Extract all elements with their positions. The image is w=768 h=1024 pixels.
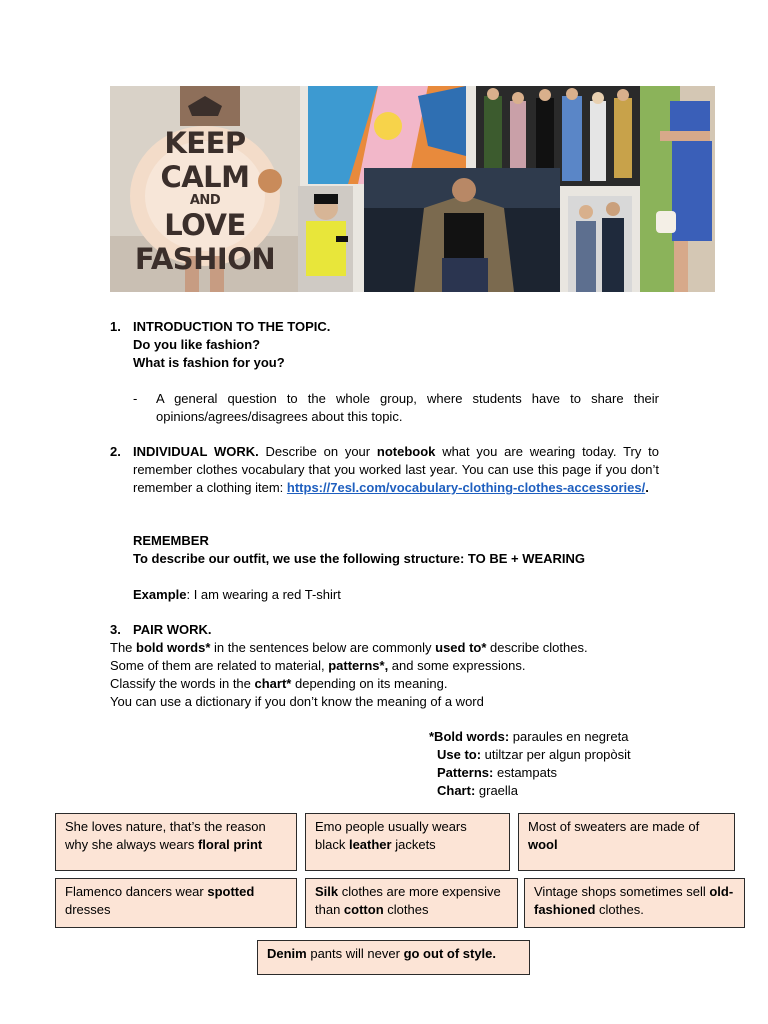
section3-line-3: Classify the words in the chart* depending on its meaning. (110, 676, 448, 691)
glossary-item: Chart: graella (437, 783, 518, 798)
fashion-banner-collage (110, 86, 715, 292)
section-number: 3. (110, 622, 121, 637)
two-models-photo (568, 196, 632, 292)
yellow-sweater-photo (298, 186, 353, 292)
section-number: 2. (110, 444, 121, 459)
glossary-item: Patterns: estampats (437, 765, 557, 780)
structure-rule: To describe our outfit, we use the following structure: TO BE + WEARING (133, 551, 586, 566)
section2-paragraph (133, 443, 659, 497)
section2-text: Describe on your (258, 444, 377, 459)
glossary-item: *Bold words: paraules en negreta (429, 729, 629, 744)
keep-calm-logo-text: KEEP CALM AND LOVE FASHION (134, 126, 276, 276)
keep-calm-photo (110, 86, 300, 292)
example-text: : I am wearing a red T-shirt (186, 587, 341, 602)
section1-question-1: Do you like fashion? (133, 337, 261, 352)
section3-line-1: The bold words* in the sentences below are commonly used to* describe clothes. (110, 640, 588, 655)
bullet-dash: - (133, 391, 138, 406)
sentence-box-floral-print: She loves nature, that’s the reason why she always wears floral print (55, 813, 297, 871)
sentence-box-denim: Denim pants will never go out of style. (257, 940, 530, 975)
sentence-box-spotted: Flamenco dancers wear spotted dresses (55, 878, 297, 928)
section2-period: . (645, 480, 649, 495)
section1-note: A general question to the whole group, where students have to share their opinions/agrees/disagrees about this topic. (156, 391, 659, 424)
blue-outfit-photo (640, 86, 715, 292)
example-line (133, 586, 341, 604)
vocabulary-link[interactable]: https://7esl.com/vocabulary-clothing-clothes-accessories/ (286, 480, 646, 495)
example-label: Example (133, 587, 187, 602)
sentence-box-leather: Emo people usually wears black leather jackets (305, 813, 510, 871)
section-number: 1. (110, 319, 121, 334)
sentence-box-silk-cotton: Silk clothes are more expensive than cotton clothes (305, 878, 518, 928)
section3-line-2: Some of them are related to material, patterns*, and some expressions. (110, 658, 526, 673)
runway-model-photo (364, 168, 560, 292)
section3-line-4: You can use a dictionary if you don’t know the meaning of a word (110, 694, 484, 709)
remember-heading: REMEMBER (133, 533, 209, 548)
section2-title: INDIVIDUAL WORK. (133, 444, 259, 459)
sentence-box-wool: Most of sweaters are made of wool (518, 813, 735, 871)
glossary-item: Use to: utiltzar per algun propòsit (437, 747, 631, 762)
section3-title: PAIR WORK. (133, 622, 212, 637)
section1-title: INTRODUCTION TO THE TOPIC. (133, 319, 331, 334)
section2-text: what you are wearing today. Try to remember clothes vocabulary that you worked last year. You can use this page if you don’t remember a clothing item: (133, 444, 659, 495)
sentence-box-old-fashioned: Vintage shops sometimes sell old-fashioned clothes. (524, 878, 745, 928)
notebook-word: notebook (376, 444, 436, 459)
section1-question-2: What is fashion for you? (133, 355, 285, 370)
